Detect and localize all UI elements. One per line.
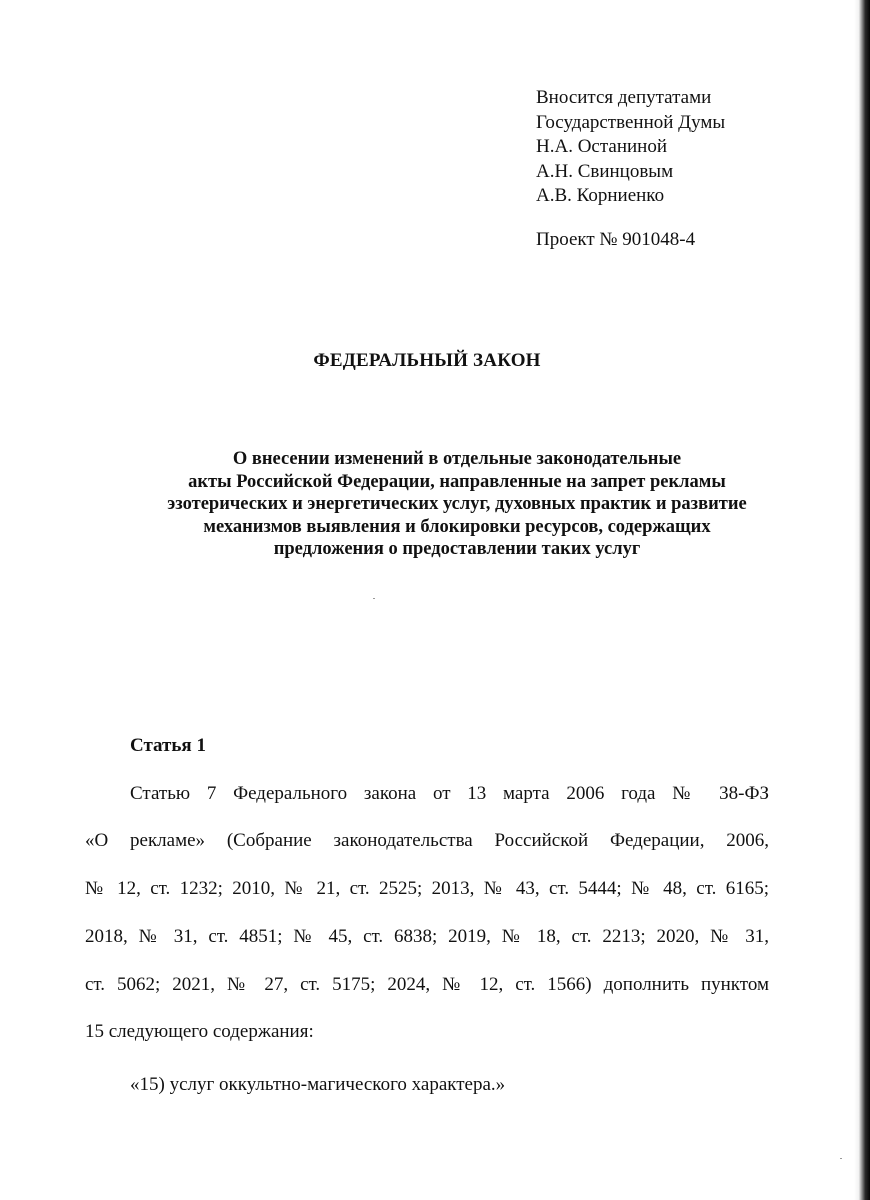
submitters-line: А.В. Корниенко — [536, 185, 665, 206]
article-body-line: ст. 5062; 2021, № 27, ст. 5175; 2024, № 12, ст. 1566) дополнить пунктом — [85, 974, 769, 995]
document-title-line: эзотерических и энергетических услуг, духовных практик и развитие — [167, 494, 747, 514]
scan-speck — [840, 1158, 842, 1159]
document-title — [60, 448, 854, 561]
submitters-line: Вносится депутатами — [536, 87, 712, 108]
document-type-heading: ФЕДЕРАЛЬНЫЙ ЗАКОН — [313, 350, 541, 371]
article-body-line: «О рекламе» (Собрание законодательства Российской Федерации, 2006, — [85, 830, 769, 851]
submitters-line: А.Н. Свинцовым — [536, 160, 674, 182]
submitters-line: Государственной Думы — [536, 111, 726, 133]
document-title-line: акты Российской Федерации, направленные на запрет рекламы — [188, 471, 726, 492]
article-body-line: 2018, № 31, ст. 4851; № 45, ст. 6838; 2019, № 18, ст. 2213; 2020, № 31, — [85, 926, 769, 947]
project-number: Проект № 901048-4 — [536, 229, 696, 250]
article-heading: Статья 1 — [130, 735, 206, 756]
document-title-line: механизмов выявления и блокировки ресурсов, содержащих — [203, 516, 711, 537]
document-title-line: предложения о предоставлении таких услуг — [273, 539, 641, 559]
article-body-line: № 12, ст. 1232; 2010, № 21, ст. 2525; 2013, № 43, ст. 5444; № 48, ст. 6165; — [85, 878, 769, 899]
document-title-line: О внесении изменений в отдельные законодательные — [232, 449, 682, 469]
article-amendment-text: «15) услуг оккультно-магического характера.» — [130, 1074, 506, 1095]
article-body-line: Статью 7 Федерального закона от 13 марта 2006 года № 38-ФЗ — [130, 783, 769, 804]
scan-speck — [373, 598, 375, 599]
submitters-line: Н.А. Останиной — [536, 136, 667, 157]
scan-page-edge — [854, 0, 870, 1200]
article-body-line: 15 следующего содержания: — [85, 1021, 314, 1042]
submitters-block — [536, 86, 725, 209]
